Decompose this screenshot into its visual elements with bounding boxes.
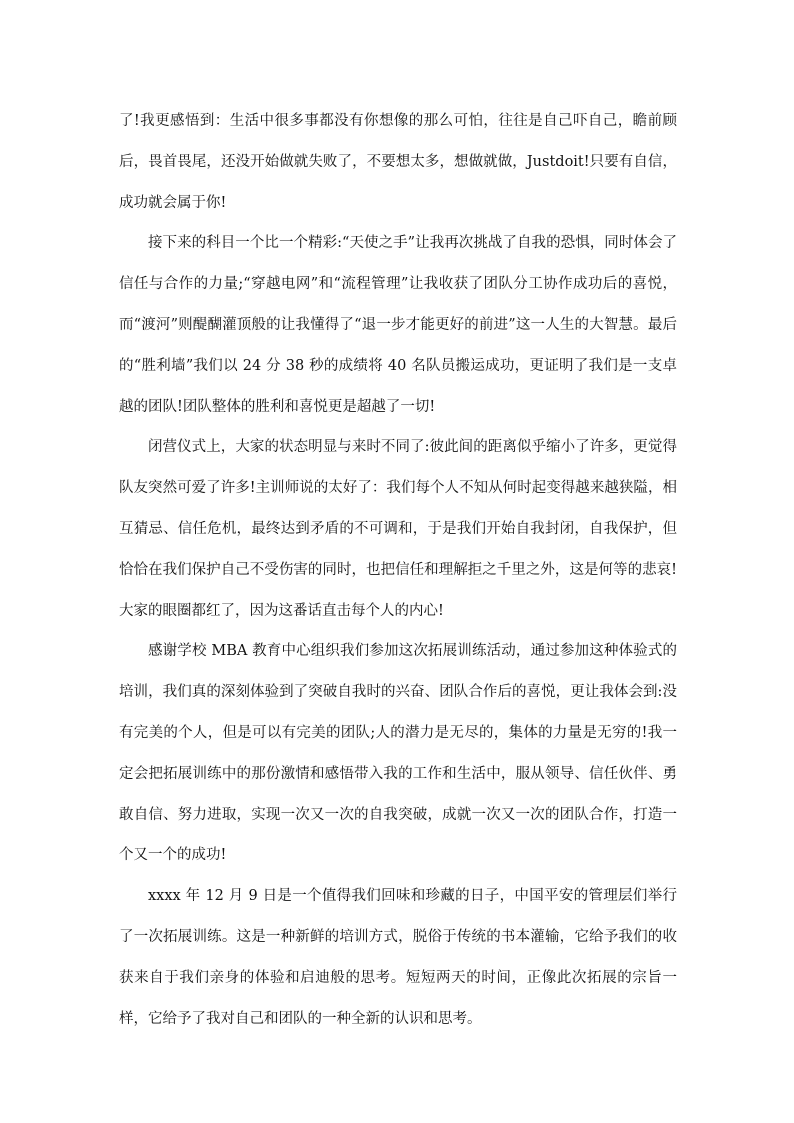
paragraph-3: 闭营仪式上，大家的状态明显与来时不同了:彼此间的距离似乎缩小了许多，更觉得队友突然可爱了许多!主训师说的太好了：我们每个人不知从何时起变得越来越狭隘，相互猜忌、信任危机，最终达到矛盾的不可调和，于是我们开始自我封闭，自我保护，但恰恰在我们保护自己不受伤害的同时，也把信任和理解拒之千里之外，这是何等的悲哀!大家的眼圈都红了，因为这番话直击每个人的内心!	[119, 439, 677, 619]
document-body	[119, 101, 677, 1039]
paragraph-2: 接下来的科目一个比一个精彩:“天使之手”让我再次挑战了自我的恐惧，同时体会了信任与合作的力量;“穿越电网”和“流程管理”让我收获了团队分工协作成功后的喜悦，而“渡河”则醍醐灌顶般的让我懂得了“退一步才能更好的前进”这一人生的大智慧。最后的“胜利墙”我们以 24 分 38 秒的成绩将 40 名队员搬运成功，更证明了我们是一支卓越的团队!团队整体的胜利和喜悦更是超越了一切!	[119, 235, 677, 415]
paragraph-5: xxxx 年 12 月 9 日是一个值得我们回味和珍藏的日子，中国平安的管理层们举行了一次拓展训练。这是一种新鲜的培训方式，脱俗于传统的书本灌输，它给予我们的收获来自于我们亲身的体验和启迪般的思考。短短两天的时间，正像此次拓展的宗旨一样，它给予了我对自己和团队的一种全新的认识和思考。	[119, 888, 677, 1027]
paragraph-1: 了!我更感悟到：生活中很多事都没有你想像的那么可怕，往往是自己吓自己，瞻前顾后，畏首畏尾，还没开始做就失败了，不要想太多，想做就做，Justdoit!只要有自信，成功就会属于你!	[119, 113, 677, 211]
paragraph-4: 感谢学校 MBA 教育中心组织我们参加这次拓展训练活动，通过参加这种体验式的培训，我们真的深刻体验到了突破自我时的兴奋、团队合作后的喜悦，更让我体会到:没有完美的个人，但是可以有完美的团队;人的潜力是无尽的，集体的力量是无穷的!我一定会把拓展训练中的那份激情和感悟带入我的工作和生活中，服从领导、信任伙伴、勇敢自信、努力进取，实现一次又一次的自我突破，成就一次又一次的团队合作，打造一个又一个的成功!	[119, 643, 677, 864]
